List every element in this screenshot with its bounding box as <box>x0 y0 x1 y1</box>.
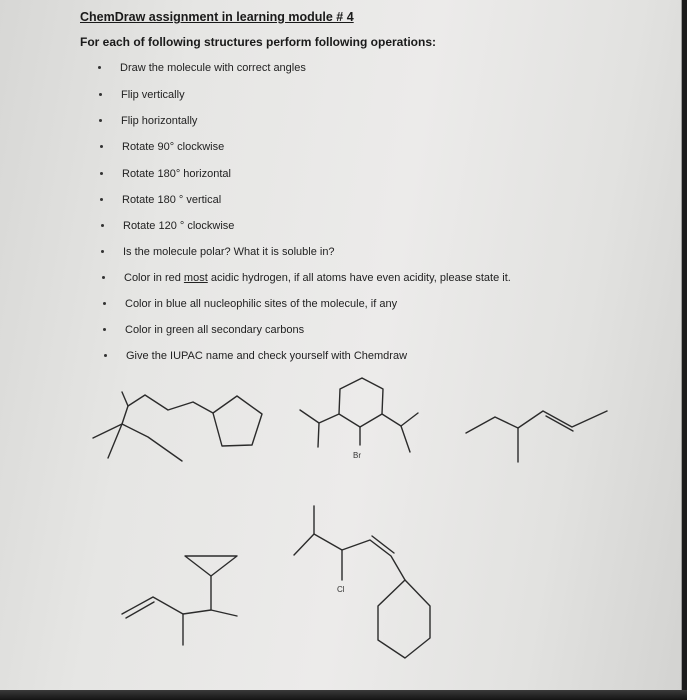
chlorine-label: Cl <box>337 585 345 594</box>
operation-text: Rotate 120 ° clockwise <box>123 220 235 232</box>
operation-text: Color in blue all nucleophilic sites of the molecule, if any <box>125 298 398 310</box>
operation-text: Is the molecule polar? What it is soluble in? <box>123 246 335 258</box>
operation-text: Draw the molecule with correct angles <box>120 62 306 74</box>
operation-text: Flip vertically <box>121 89 185 101</box>
operation-text: Flip horizontally <box>121 115 198 127</box>
assignment-title: ChemDraw assignment in learning module # 4 <box>80 10 354 24</box>
molecule-4-cyclopropyl-alkene <box>122 556 237 645</box>
molecule-2-bromo-cyclohexane <box>300 378 418 460</box>
molecule-5-chloro-cyclohexyl-alkene <box>294 506 430 658</box>
operation-text: Give the IUPAC name and check yourself with Chemdraw <box>126 350 408 362</box>
operation-text-before: Color in red <box>124 272 184 284</box>
molecule-1-cyclopentyl-alkane <box>93 392 262 461</box>
operation-text: Rotate 90° clockwise <box>122 141 225 153</box>
operation-text-after: acidic hydrogen, if all atoms have even acidity, please state it. <box>207 272 511 284</box>
photo-edge-shadow <box>0 690 687 700</box>
instructions-text: For each of following structures perform following operations: <box>80 35 437 49</box>
operation-text: Rotate 180° horizontal <box>122 168 231 180</box>
molecule-3-alkene <box>466 411 607 462</box>
operation-text: Color in green all secondary carbons <box>125 324 305 336</box>
operation-text: Rotate 180 ° vertical <box>122 194 222 206</box>
operation-text-underlined: most <box>183 272 208 284</box>
bromine-label: Br <box>353 451 361 460</box>
